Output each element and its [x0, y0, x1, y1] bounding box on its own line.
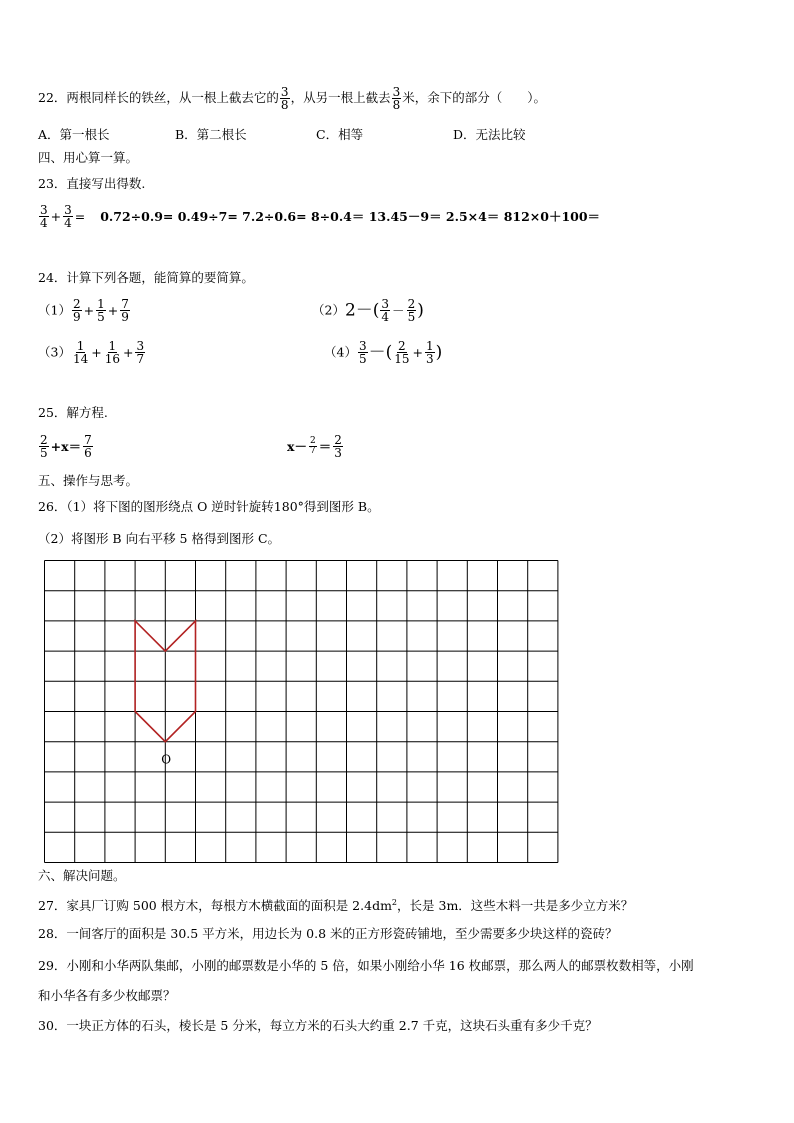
q24-title: 24．计算下列各题，能简算的要简算。	[38, 270, 254, 285]
q23-title: 23．直接写出得数.	[38, 176, 146, 191]
q26-grid-figure	[44, 560, 560, 864]
q24-part-1: （1） $\frac{2}{9}$ + $\frac{1}{5}$ + $\frac{7}{9}$	[38, 297, 129, 324]
q23-fraction-1: $\frac{3}{4}$	[40, 203, 48, 230]
q29-line-1: 29．小刚和小华两队集邮，小刚的邮票数是小华的 5 倍，如果小刚给小华 16 枚邮票，那么两人的邮票枚数相等，小刚	[38, 958, 694, 973]
section-6-heading: 六、解决问题。	[38, 868, 126, 883]
q24-part-3: （3） $\frac{1}{14}$ + $\frac{1}{16}$ + $\frac{3}{7}$	[38, 339, 145, 366]
q30-text: 30．一块正方体的石头，棱长是 5 分米，每立方米的石头大约重 2.7 千克，这块石头重有多少千克？	[38, 1018, 598, 1033]
q25-equation-1: $\frac{2}{5}$ +x＝ $\frac{7}{6}$	[40, 433, 92, 460]
q29-line-2: 和小华各有多少枚邮票？	[38, 988, 176, 1003]
q22-option-a[interactable]: A．第一根长	[38, 127, 110, 142]
q26-line-2: （2）将图形 B 向右平移 5 格得到图形 C。	[38, 531, 281, 546]
q23-fraction-2: $\frac{3}{4}$	[64, 203, 72, 230]
q26-line-1: 26．（1）将下图的图形绕点 O 逆时针旋转180°得到图形 B。	[38, 499, 380, 514]
q22-stem: 22．两根同样长的铁丝，从一根上截去它的 $\frac{3}{8}$ ，从另一根上截去 $\frac{3}{8}$ 米，余下的部分（ ）。	[38, 85, 546, 112]
q22-fraction-2: $\frac{3}{8}$	[392, 85, 401, 112]
q25-equation-2: x－ $\frac{2}{7}$ ＝ $\frac{2}{3}$	[287, 433, 342, 460]
q23-expressions: $\frac{3}{4}$ + $\frac{3}{4}$ = 0.72÷0.9= 0.49÷7= 7.2÷0.6= 8÷0.4＝ 13.45－9＝ 2.5×4＝ 812×0＋100＝	[40, 203, 601, 230]
section-5-heading: 五、操作与思考。	[38, 473, 139, 488]
q28-text: 28．一间客厅的面积是 30.5 平方米，用边长为 0.8 米的正方形瓷砖铺地，至少需要多少块这样的瓷砖？	[38, 926, 618, 941]
q23-rest: 0.72÷0.9= 0.49÷7= 7.2÷0.6= 8÷0.4＝ 13.45－9＝ 2.5×4＝ 812×0＋100＝	[100, 208, 601, 224]
section-4-heading: 四、用心算一算。	[38, 150, 139, 165]
q25-title: 25．解方程.	[38, 405, 108, 420]
q22-fraction-1: $\frac{3}{8}$	[280, 85, 289, 112]
grid-lines	[45, 561, 558, 863]
q24-part-4: （4） $\frac{3}{5}$ －( $\frac{2}{15}$ + $\frac{1}{3}$ )	[324, 339, 443, 366]
q22-option-d[interactable]: D．无法比较	[453, 127, 526, 142]
q22-option-b[interactable]: B．第二根长	[175, 127, 247, 142]
q24-part-2: （2）2－( $\frac{3}{4}$ － $\frac{2}{5}$ )	[312, 297, 424, 324]
q27-text: 27．家具厂订购 500 根方木，每根方木横截面的面积是 $2.4dm^2$，长是 3m．这些木料一共是多少立方米？	[38, 898, 634, 914]
q22-option-c[interactable]: C．相等	[316, 127, 364, 142]
point-o-label: O	[161, 752, 172, 767]
